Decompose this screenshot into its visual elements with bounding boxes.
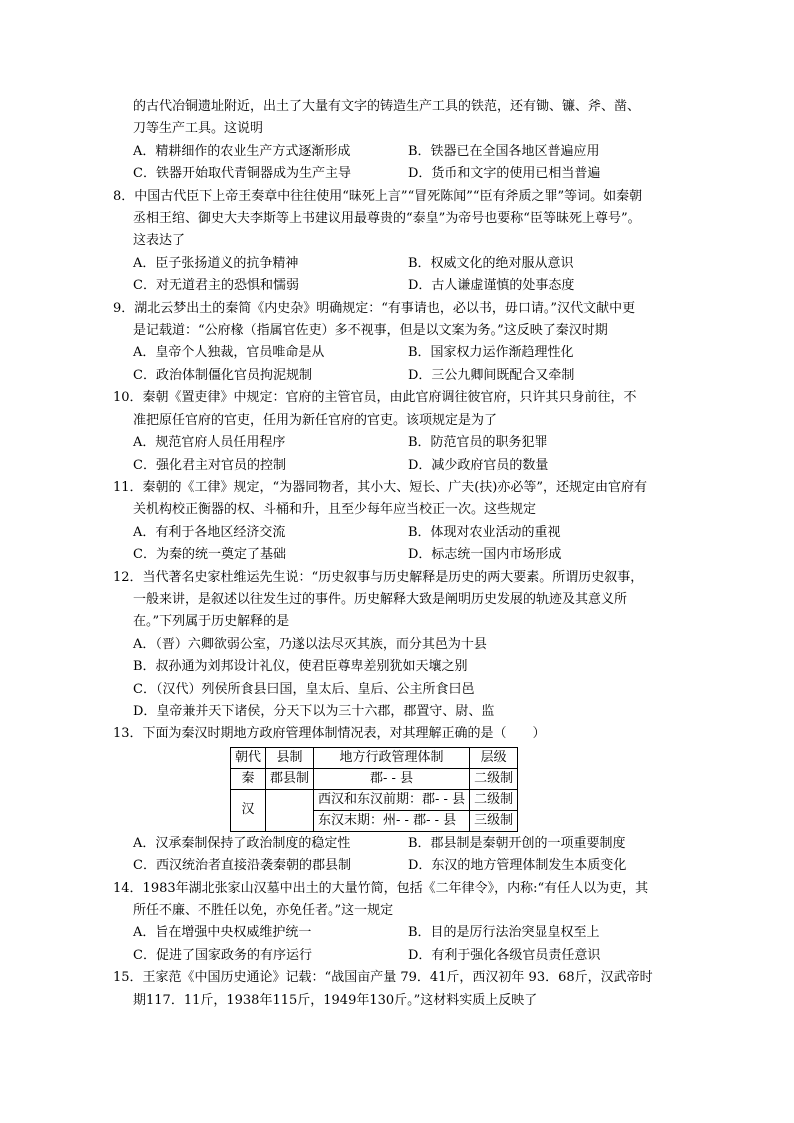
question-text-line: 湖北云梦出土的秦简《内史杂》明确规定：“有事请也，必以书，毋口请。”汉代文献中更 bbox=[134, 300, 636, 316]
question-number: 15． bbox=[113, 970, 143, 986]
option-a: A．有利于各地区经济交流 bbox=[133, 524, 286, 540]
table-cell: 东汉末期：州- - 郡- - 县 bbox=[314, 810, 470, 831]
option-b: B．郡县制是秦朝开创的一项重要制度 bbox=[408, 835, 626, 851]
option-d: D．三公九卿间既配合又牵制 bbox=[408, 367, 575, 383]
option-d: D．货币和文字的使用已相当普遍 bbox=[408, 166, 601, 182]
question-text-line: 准把原任官府的官吏，任用为新任官府的官吏。该项规定是为了 bbox=[133, 412, 498, 428]
table-cell bbox=[266, 789, 314, 831]
exam-content bbox=[113, 96, 688, 1012]
option-d: D．皇帝兼并天下诸侯，分天下以为三十六郡，郡置守、尉、监 bbox=[133, 703, 495, 719]
question-text-line: 当代著名史家杜维运先生说：“历史叙事与历史解释是历史的两大要素。所谓历史叙事， bbox=[142, 569, 644, 585]
question-8 bbox=[113, 186, 688, 298]
question-12 bbox=[113, 567, 688, 724]
option-c: C．（汉代）列侯所食县曰国，皇太后、皇后、公主所食曰邑 bbox=[133, 681, 475, 697]
question-text-line: 期117．11斤，1938年115斤，1949年130斤。”这材料实质上反映了 bbox=[133, 992, 538, 1008]
question-10 bbox=[113, 387, 688, 477]
table-cell: 郡- - 县 bbox=[314, 768, 470, 789]
question-text-line: 刀等生产工具。这说明 bbox=[133, 121, 264, 137]
table-header-cell: 地方行政管理体制 bbox=[314, 747, 470, 768]
question-text-line: 这表达了 bbox=[133, 233, 186, 249]
table-header-cell: 朝代 bbox=[231, 747, 266, 768]
question-text-line: 秦朝的《工律》规定，“为器同物者，其小大、短长、广夫(扶)亦必等”，还规定由官府有 bbox=[142, 479, 647, 495]
option-b: B．铁器已在全国各地区普遍应用 bbox=[408, 143, 600, 159]
option-a: A．精耕细作的农业生产方式逐渐形成 bbox=[133, 143, 351, 159]
question-number: 9． bbox=[113, 300, 135, 316]
question-text-line: 秦朝《置吏律》中规定：官府的主管官员，由此官府调往彼官府，只许其只身前往，不 bbox=[142, 390, 637, 406]
option-b: B．防范官员的职务犯罪 bbox=[408, 435, 548, 451]
question-number: 13． bbox=[113, 726, 143, 742]
option-c: C．政治体制僵化官员拘泥规制 bbox=[133, 367, 312, 383]
table-header-row bbox=[231, 747, 518, 768]
question-text-line: 下面为秦汉时期地方政府管理体制情况表，对其理解正确的是（ ） bbox=[142, 726, 546, 742]
question-number: 8． bbox=[113, 188, 135, 204]
option-d: D．标志统一国内市场形成 bbox=[408, 547, 562, 563]
option-c: C．为秦的统一奠定了基础 bbox=[133, 547, 286, 563]
table-cell: 西汉和东汉前期：郡- - 县 bbox=[314, 789, 470, 810]
option-b: B．叔孙通为刘邦设计礼仪，使君臣尊卑差别犹如天壤之别 bbox=[133, 659, 468, 675]
option-b: B．目的是厉行法治突显皇权至上 bbox=[408, 925, 600, 941]
option-b: B．体现对农业活动的重视 bbox=[408, 524, 561, 540]
option-c: C．西汉统治者直接沿袭秦朝的郡县制 bbox=[133, 858, 351, 874]
question-text-line: 一般来讲，是叙述以往发生过的事件。历史解释大致是阐明历史发展的轨迹及其意义所 bbox=[133, 591, 628, 607]
question-number: 10． bbox=[113, 390, 143, 406]
option-b: B．国家权力运作渐趋理性化 bbox=[408, 345, 574, 361]
question-number: 11． bbox=[113, 479, 143, 495]
option-d: D．东汉的地方管理体制发生本质变化 bbox=[408, 858, 627, 874]
table-row bbox=[231, 789, 518, 810]
question-text-line: 是记载道：“公府椽（指属官佐吏）多不视事，但是以文案为务。”这反映了秦汉时期 bbox=[133, 323, 608, 339]
table-row bbox=[231, 768, 518, 789]
question-text-line: 王家范《中国历史通论》记载：“战国亩产量 79．41斤，西汉初年 93．68斤，汉武帝时 bbox=[142, 970, 653, 986]
option-c: C．对无道君主的恐惧和懦弱 bbox=[133, 278, 299, 294]
question-number: 12． bbox=[113, 569, 143, 585]
table-header-cell: 层级 bbox=[470, 747, 518, 768]
option-a: A．（晋）六卿欲弱公室，乃遂以法尽灭其族，而分其邑为十县 bbox=[133, 636, 487, 652]
table-cell: 秦 bbox=[231, 768, 266, 789]
question-text-line: 所任不廉、不胜任以免，亦免任者。”这一规定 bbox=[133, 903, 394, 918]
table-cell: 三级制 bbox=[470, 810, 518, 831]
question-7-continuation bbox=[113, 96, 688, 186]
option-a: A．臣子张扬道义的抗争精神 bbox=[133, 255, 299, 271]
question-text-line: 1983年湖北张家山汉墓中出土的大量竹简，包括《二年律令》，内称:“有任人以为吏，其 bbox=[142, 880, 649, 896]
question-text-line: 的古代冶铜遗址附近，出土了大量有文字的铸造生产工具的铁范，还有锄、镰、斧、凿、 bbox=[133, 99, 641, 114]
option-a: A．汉承秦制保持了政治制度的稳定性 bbox=[133, 835, 351, 851]
option-a: A．皇帝个人独裁，官员唯命是从 bbox=[133, 345, 325, 361]
option-a: A．旨在增强中央权威维护统一 bbox=[133, 925, 312, 941]
question-text-line: 丞相王绾、御史大夫李斯等上书建议用最尊贵的“泰皇”为帝号也要称“臣等昧死上尊号”。 bbox=[133, 211, 641, 227]
table-cell: 二级制 bbox=[470, 768, 518, 789]
local-government-table bbox=[230, 747, 518, 832]
table-cell: 汉 bbox=[231, 789, 266, 831]
question-13 bbox=[113, 723, 688, 877]
table-header-cell: 县制 bbox=[266, 747, 314, 768]
option-a: A．规范官府人员任用程序 bbox=[133, 435, 286, 451]
option-c: C．促进了国家政务的有序运行 bbox=[133, 947, 312, 963]
option-c: C．强化君主对官员的控制 bbox=[133, 457, 286, 473]
question-text-line: 中国古代臣下上帝王奏章中往往使用“昧死上言”“冒死陈闻”“臣有斧质之罪”等词。如秦朝 bbox=[134, 188, 643, 204]
question-number: 14． bbox=[113, 880, 143, 896]
question-9 bbox=[113, 298, 688, 388]
option-d: D．有利于强化各级官员责任意识 bbox=[408, 947, 601, 963]
option-d: D．古人谦虚谨慎的处事态度 bbox=[408, 278, 575, 294]
question-11 bbox=[113, 477, 688, 567]
option-c: C．铁器开始取代青铜器成为生产主导 bbox=[133, 166, 351, 182]
question-15 bbox=[113, 967, 688, 1012]
table-cell: 郡县制 bbox=[266, 768, 314, 789]
option-b: B．权威文化的绝对服从意识 bbox=[408, 255, 574, 271]
question-text-line: 在。”下列属于历史解释的是 bbox=[133, 614, 290, 630]
question-text-line: 关机构校正衡器的权、斗桶和升，且至少每年应当校正一次。这些规定 bbox=[133, 502, 537, 518]
option-d: D．减少政府官员的数量 bbox=[408, 457, 549, 473]
table-cell: 二级制 bbox=[470, 789, 518, 810]
question-14 bbox=[113, 878, 688, 968]
